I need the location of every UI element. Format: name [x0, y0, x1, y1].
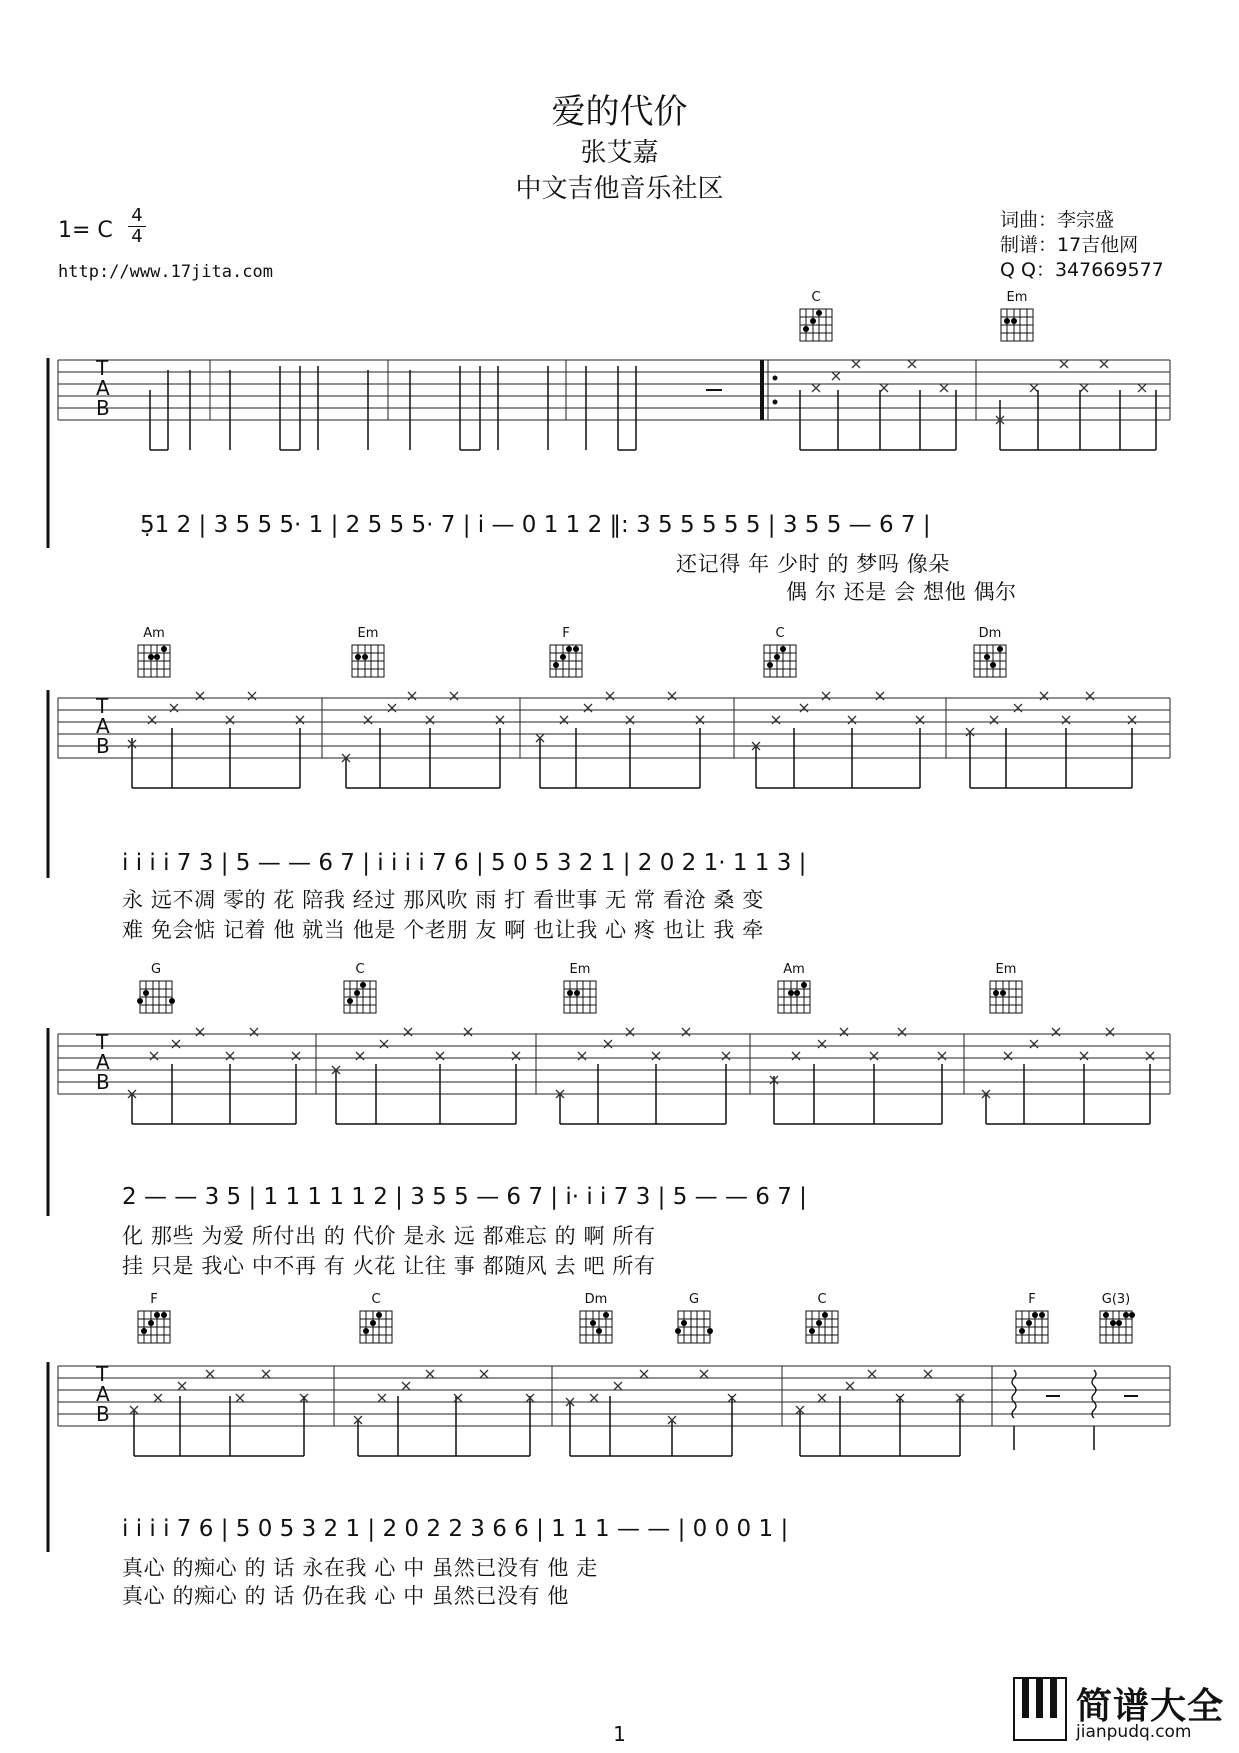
time-signature-bottom: 4 [128, 226, 146, 247]
lyrics-verse1-row4: 真心 的痴心 的 话 永在我 心 中 虽然已没有 他 走 [122, 1556, 598, 1580]
logo-url: jianpudq.com [1076, 1722, 1192, 1742]
artist-name: 张艾嘉 [580, 138, 659, 168]
credit-arranger: 制谱：17吉他网 [1000, 234, 1139, 256]
chord-diagram-f [546, 626, 586, 681]
page-number: 1 [613, 1722, 626, 1746]
chord-diagram-am [774, 962, 814, 1017]
chord-name: Em [1006, 290, 1028, 305]
chord-name: Am [783, 962, 805, 977]
key-signature: 1= C [58, 218, 113, 243]
tab-letter-t: T [96, 1030, 109, 1054]
system-row-1 [0, 290, 1239, 576]
chord-diagram-em [997, 290, 1037, 345]
lyrics-verse2-row1: 偶 尔 还是 会 想他 偶尔 [786, 580, 1017, 604]
lyrics-verse1-row2: 永 远不凋 零的 花 陪我 经过 那风吹 雨 打 看世事 无 常 看沧 桑 变 [122, 888, 764, 912]
chord-diagram-c [796, 290, 836, 345]
chord-diagram-f [134, 1292, 174, 1347]
chord-diagram-g3 [1092, 1292, 1140, 1347]
song-title: 爱的代价 [551, 92, 688, 132]
tab-clef [96, 358, 110, 418]
chord-name: Am [143, 626, 165, 641]
chord-name: C [811, 290, 821, 305]
chord-diagram-c [802, 1292, 842, 1347]
chord-diagram-c [340, 962, 380, 1017]
chord-diagram-em [348, 626, 388, 681]
tab-letter-t: T [96, 1362, 109, 1386]
chord-diagram-dm [970, 626, 1010, 681]
jianpu-notes-4: i i i i 7 6 | 5 0 5 3 2 1 | 2 0 2 2 3 6 6 | 1 1 1 — — | 0 0 0 1 | [122, 1516, 789, 1542]
lyrics-verse1-row3: 化 那些 为爱 所付出 的 代价 是永 远 都难忘 的 啊 所有 [122, 1224, 656, 1248]
chord-name: F [1028, 1292, 1036, 1307]
tab-clef [96, 696, 110, 756]
system-row-2 [0, 628, 1239, 948]
credit-lyrics-music: 词曲：李宗盛 [1000, 209, 1115, 231]
chord-name: C [355, 962, 365, 977]
tab-letter-t: T [96, 356, 109, 380]
tab-letter-t: T [96, 694, 109, 718]
chord-name: G(3) [1101, 1292, 1131, 1307]
lyrics-verse1-row1: 还记得 年 少时 的 梦吗 像朵 [676, 552, 950, 576]
chord-name: Dm [584, 1292, 608, 1307]
credit-qq: Q Q：347669577 [1000, 259, 1164, 281]
tab-letter-a: A [96, 714, 110, 738]
chord-diagram-g [132, 962, 180, 1017]
lyrics-verse2-row2: 难 免会惦 记着 他 就当 他是 个老朋 友 啊 也让我 心 疼 也让 我 牵 [122, 918, 764, 942]
lyrics-verse2-row3: 挂 只是 我心 中不再 有 火花 让往 事 都随风 去 吧 所有 [122, 1254, 656, 1278]
jianpu-notes-3: 2 — — 3 5 | 1 1 1 1 1 2 | 3 5 5 — 6 7 | i· i i 7 3 | 5 — — 6 7 | [122, 1184, 807, 1210]
jianpu-notes-2: i i i i 7 3 | 5 — — 6 7 | i i i i 7 6 | 5 0 5 3 2 1 | 2 0 2 1· 1 1 3 | [122, 850, 807, 876]
system-row-4 [0, 1290, 1239, 1630]
chord-diagram-c [356, 1292, 396, 1347]
website-link[interactable]: http://www.17jita.com [58, 262, 273, 282]
lyrics-verse2-row4: 真心 的痴心 的 话 仍在我 心 中 虽然已没有 他 [122, 1584, 570, 1608]
chord-diagram-am [134, 626, 174, 681]
tab-letter-b: B [96, 734, 110, 758]
chord-name: C [817, 1292, 827, 1307]
logo-name: 简谱大全 [1076, 1686, 1225, 1727]
tab-letter-a: A [96, 376, 110, 400]
chord-name: G [688, 1292, 700, 1307]
chord-diagram-c [760, 626, 800, 681]
tab-letter-b: B [96, 396, 110, 420]
chord-name: Dm [978, 626, 1002, 641]
jianpu-notes-1: 5̣1 2 | 3 5 5 5· 1 | 2 5 5 5· 7 | i — 0 1 1 2 ‖: 3 5 5 5 5 5 | 3 5 5 — 6 7 | [140, 512, 931, 538]
tab-letter-b: B [96, 1070, 110, 1094]
chord-diagram-dm [576, 1292, 616, 1347]
source-name: 中文吉他音乐社区 [515, 174, 724, 204]
chord-name: C [775, 626, 785, 641]
chord-diagram-em [560, 962, 600, 1017]
credits-block [1000, 208, 1164, 283]
tab-letter-b: B [96, 1402, 110, 1426]
time-signature [128, 206, 146, 247]
chord-name: Em [569, 962, 591, 977]
chord-name: Em [357, 626, 379, 641]
system-row-3 [0, 962, 1239, 1286]
chord-name: G [150, 962, 162, 977]
chord-diagram-g [670, 1292, 718, 1347]
chord-diagram-em [986, 962, 1026, 1017]
chord-name: F [150, 1292, 158, 1307]
time-signature-top: 4 [131, 205, 143, 226]
chord-name: F [562, 626, 570, 641]
site-logo[interactable] [1010, 1672, 1235, 1748]
chord-name: Em [995, 962, 1017, 977]
tab-clef [96, 1364, 110, 1424]
tab-letter-a: A [96, 1382, 110, 1406]
piano-icon [1010, 1674, 1070, 1744]
tab-letter-a: A [96, 1050, 110, 1074]
chord-name: C [371, 1292, 381, 1307]
tab-clef [96, 1032, 110, 1092]
chord-diagram-f [1012, 1292, 1052, 1347]
